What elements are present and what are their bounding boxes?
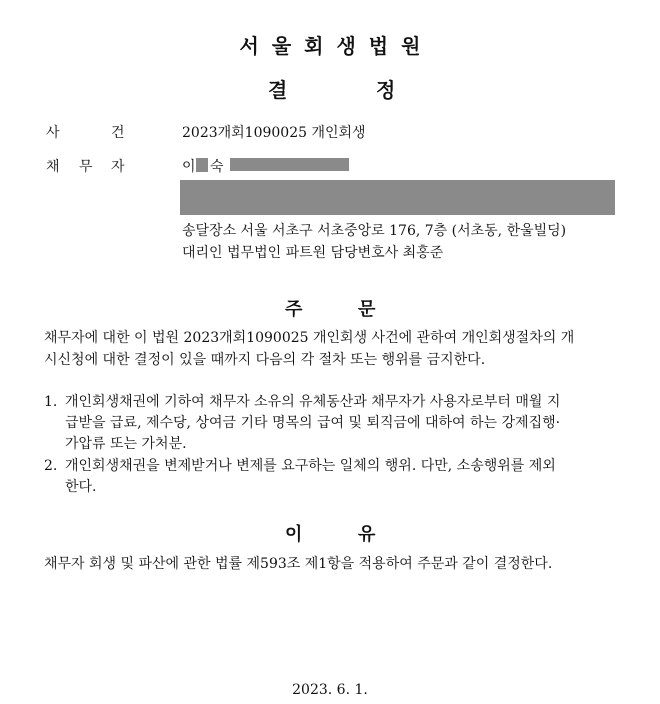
order-intro-line: 채무자에 대한 이 법원 2023개회1090025 개인회생 사건에 관하여 개인회생절차의 개 [44, 330, 575, 346]
order-item-line: 급받을 급료, 제수당, 상여금 기타 명목의 급여 및 퇴직금에 대하여 하는 강제집행· [65, 415, 561, 431]
order-item-number: 1. [44, 394, 58, 410]
order-item-line: 개인회생채권을 변제받거나 변제를 요구하는 일체의 행위. 다만, 소송행위를 제외 [65, 458, 556, 474]
order-item-line: 개인회생채권에 기하여 채무자 소유의 유체동산과 채무자가 사용자로부터 매월 지 [65, 394, 561, 410]
case-label-char: 건 [111, 125, 125, 141]
order-intro-line: 시신청에 대한 결정이 있을 때까지 다음의 각 절차 또는 행위를 금지한다. [44, 352, 486, 368]
redaction-block [196, 158, 208, 172]
decision-date: 2023. 6. 1. [292, 682, 368, 698]
order-item-line: 한다. [65, 479, 97, 495]
document-title-second-char: 정 [376, 78, 396, 102]
debtor-label-char: 자 [111, 159, 125, 175]
case-number: 2023개회1090025 개인회생 [182, 125, 366, 141]
order-intro [44, 327, 616, 371]
order-item-number: 2. [44, 458, 58, 474]
debtor-name-first: 이 [182, 159, 196, 175]
debtor-label-char: 채 [46, 159, 60, 175]
court-name: 서울회생법원 [239, 34, 434, 58]
order-item [44, 456, 614, 498]
reason-title-first-char: 이 [285, 524, 303, 545]
reason-text: 채무자 회생 및 파산에 관한 법률 제593조 제1항을 적용하여 주문과 같이 결정한다. [44, 556, 553, 572]
service-address: 송달장소 서울 서초구 서초중앙로 176, 7층 (서초동, 한울빌딩) [182, 223, 567, 239]
debtor-label-char: 무 [79, 159, 93, 175]
redaction-block [230, 158, 349, 171]
order-title-second-char: 문 [358, 299, 376, 320]
order-item-body [65, 392, 614, 455]
order-item-body [65, 456, 614, 498]
order-item [44, 392, 614, 455]
document-title-first-char: 결 [268, 78, 288, 102]
agent-info: 대리인 법무법인 파트원 담당변호사 최홍준 [182, 245, 444, 261]
redacted-address-block [180, 180, 615, 215]
case-label-char: 사 [46, 125, 60, 141]
order-item-line: 가압류 또는 가처분. [65, 436, 187, 452]
order-title-first-char: 주 [285, 299, 303, 320]
debtor-name-last: 숙 [210, 159, 224, 175]
reason-title-second-char: 유 [358, 524, 376, 545]
